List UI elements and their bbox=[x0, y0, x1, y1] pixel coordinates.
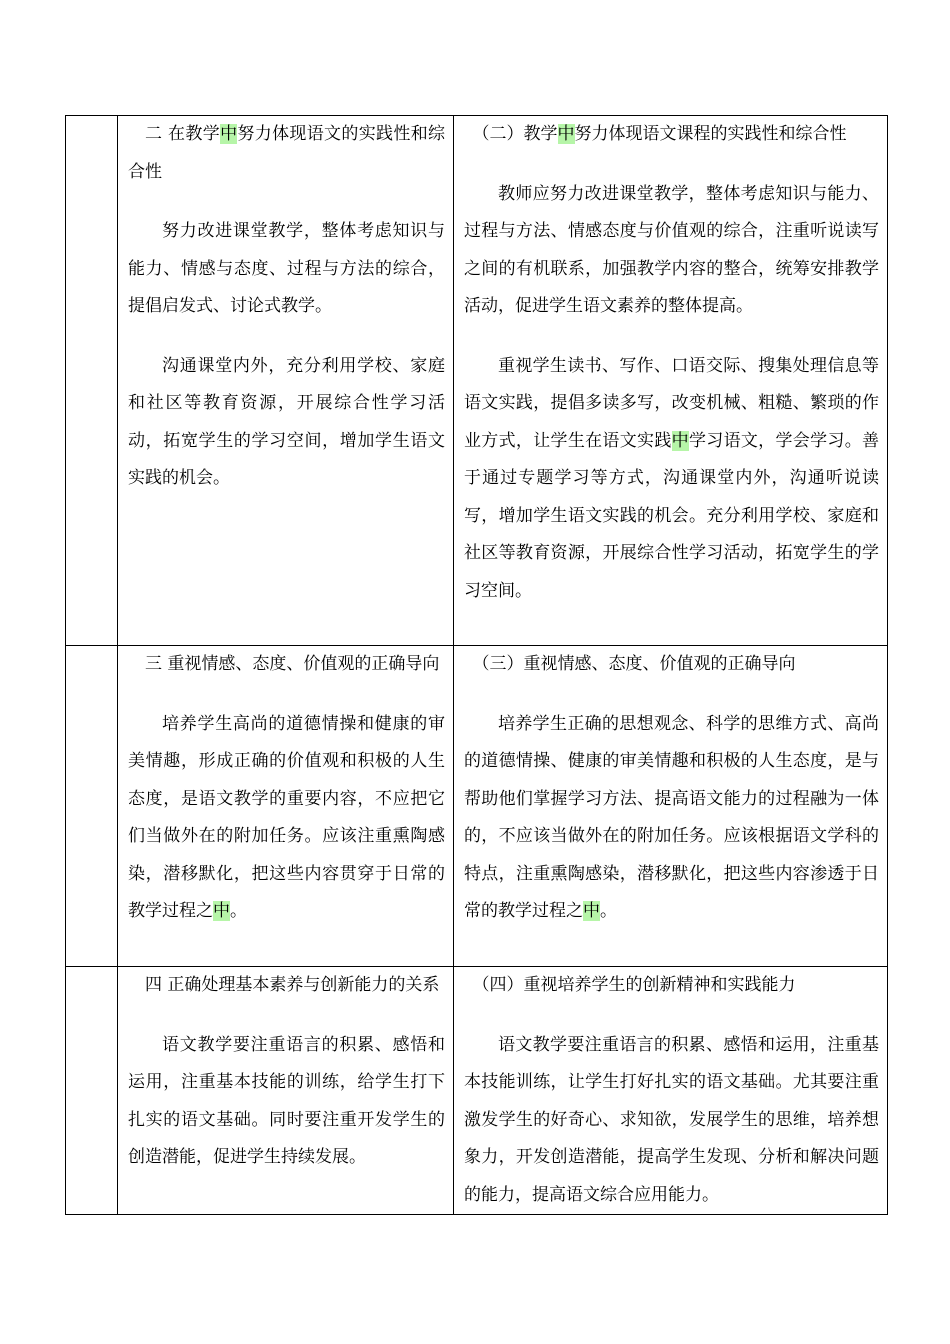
new-text-cell bbox=[454, 967, 888, 1215]
old-text-cell bbox=[118, 967, 454, 1215]
new-text-cell bbox=[454, 646, 888, 967]
comparison-table bbox=[65, 115, 888, 1215]
new-text-cell bbox=[454, 116, 888, 646]
old-paragraph: 沟通课堂内外，充分利用学校、家庭和社区等教育资源，开展综合性学习活动，拓宽学生的学习空间，增加学生语文实践的机会。 bbox=[128, 355, 445, 488]
new-heading: （四）重视培养学生的创新精神和实践能力 bbox=[472, 975, 796, 995]
old-heading: 二 在教学中努力体现语文的实践性和综合性 bbox=[128, 124, 446, 182]
highlight-mark: 中 bbox=[213, 901, 230, 921]
highlight-mark: 中 bbox=[220, 124, 238, 144]
new-paragraph: 培养学生正确的思想观念、科学的思维方式、高尚的道德情操、健康的审美情趣和积极的人生态度，是与帮助他们掌握学习方法、提高语文能力的过程融为一体的，不应该当做外在的附加任务。应该根据语文学科的特点，注重熏陶感染，潜移默化，把这些内容渗透于日常的教学过程之中。 bbox=[464, 713, 879, 921]
new-heading: （二）教学中努力体现语文课程的实践性和综合性 bbox=[472, 124, 847, 144]
label-cell bbox=[66, 646, 118, 967]
new-paragraph: 教师应努力改进课堂教学，整体考虑知识与能力、过程与方法、情感态度与价值观的综合，注重听说读写之间的有机联系，加强教学内容的整合，统筹安排教学活动，促进学生语文素养的整体提高。 bbox=[464, 183, 879, 316]
highlight-mark: 中 bbox=[671, 430, 689, 451]
old-text-cell bbox=[118, 116, 454, 646]
label-cell bbox=[66, 116, 118, 646]
old-heading: 三 重视情感、态度、价值观的正确导向 bbox=[145, 654, 440, 674]
old-paragraph: 语文教学要注重语言的积累、感悟和运用，注重基本技能的训练，给学生打下扎实的语文基础。同时要注重开发学生的创造潜能，促进学生持续发展。 bbox=[128, 1034, 445, 1167]
highlight-mark: 中 bbox=[583, 901, 600, 921]
new-paragraph: 语文教学要注重语言的积累、感悟和运用，注重基本技能训练，让学生打好扎实的语文基础。尤其要注重激发学生的好奇心、求知欲，发展学生的思维，培养想象力，开发创造潜能，提高学生发现、分析和解决问题的能力，提高语文综合应用能力。 bbox=[464, 1034, 879, 1205]
old-heading: 四 正确处理基本素养与创新能力的关系 bbox=[145, 975, 440, 995]
label-cell bbox=[66, 967, 118, 1215]
table-row bbox=[66, 646, 888, 967]
table-row bbox=[66, 116, 888, 646]
new-heading: （三）重视情感、态度、价值观的正确导向 bbox=[472, 654, 796, 674]
highlight-mark: 中 bbox=[557, 124, 575, 144]
new-paragraph: 重视学生读书、写作、口语交际、搜集处理信息等语文实践，提倡多读多写，改变机械、粗糙、繁琐的作业方式，让学生在语文实践中学习语文，学会学习。善于通过专题学习等方式，沟通课堂内外，沟通听说读写，增加学生语文实践的机会。充分利用学校、家庭和社区等教育资源，开展综合性学习活动，拓宽学生的学习空间。 bbox=[464, 355, 880, 601]
old-paragraph: 努力改进课堂教学，整体考虑知识与能力、情感与态度、过程与方法的综合，提倡启发式、讨论式教学。 bbox=[128, 221, 445, 316]
old-text-cell bbox=[118, 646, 454, 967]
old-paragraph: 培养学生高尚的道德情操和健康的审美情趣，形成正确的价值观和积极的人生态度，是语文教学的重要内容，不应把它们当做外在的附加任务。应该注重熏陶感染，潜移默化，把这些内容贯穿于日常的教学过程之中。 bbox=[128, 713, 445, 921]
table-row bbox=[66, 967, 888, 1215]
